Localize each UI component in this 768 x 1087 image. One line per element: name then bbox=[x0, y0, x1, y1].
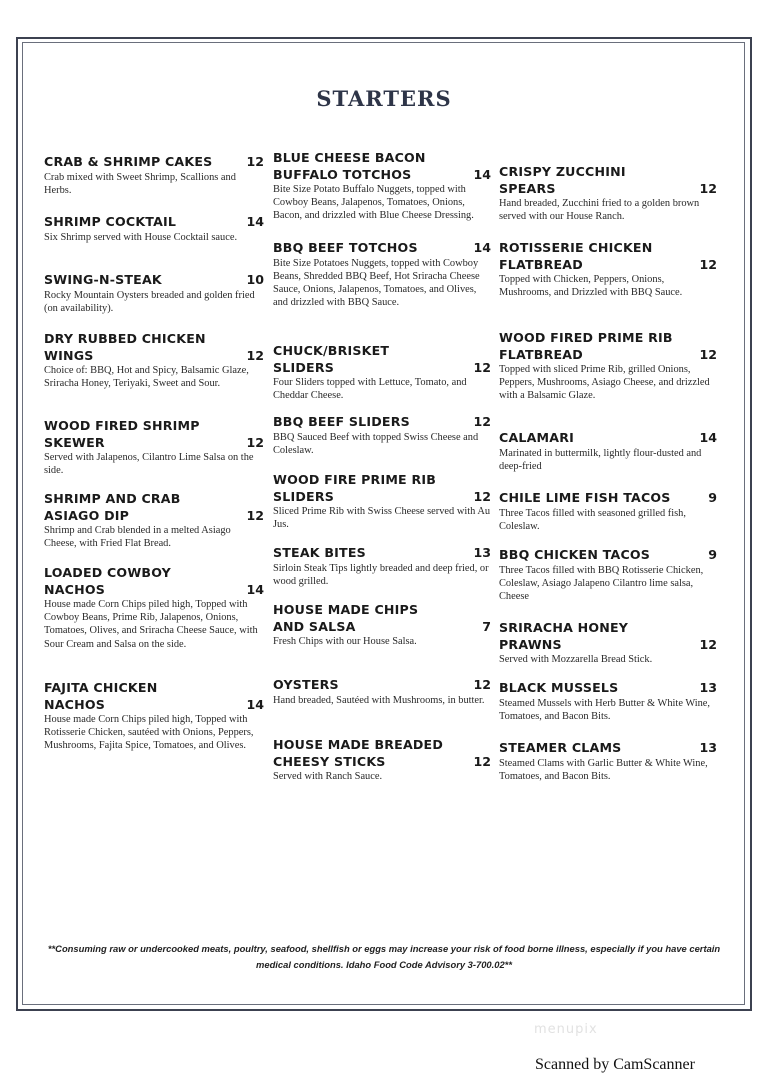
menu-item bbox=[499, 740, 717, 783]
menu-item-description: Rocky Mountain Oysters breaded and golden fried (on availability). bbox=[44, 289, 255, 314]
menu-item-price: 9 bbox=[708, 490, 717, 505]
menu-item-price: 12 bbox=[699, 636, 717, 652]
menu-item-name: CHILE LIME FISH TACOS bbox=[499, 490, 671, 505]
menu-item-price: 7 bbox=[482, 618, 491, 634]
menu-item-name: BLUE CHEESE BACON BUFFALO TOTCHOS bbox=[273, 150, 426, 182]
menu-item bbox=[499, 547, 717, 603]
menu-item-name: HOUSE MADE BREADED CHEESY STICKS bbox=[273, 737, 444, 769]
menu-item-header bbox=[499, 740, 717, 757]
menu-item-header bbox=[273, 602, 491, 635]
menu-item-header bbox=[273, 150, 491, 183]
menu-item-name: ROTISSERIE CHICKEN FLATBREAD bbox=[499, 240, 653, 272]
menu-item-price: 10 bbox=[246, 272, 264, 287]
menu-item-price: 13 bbox=[473, 545, 491, 560]
menu-item-header bbox=[273, 545, 491, 562]
menu-item-name: WOOD FIRED PRIME RIB FLATBREAD bbox=[499, 330, 673, 362]
menu-item bbox=[273, 414, 491, 457]
menu-item-header bbox=[499, 330, 717, 363]
menu-item bbox=[273, 343, 491, 402]
menu-item-description: Three Tacos filled with BBQ Rotisserie Chicken, Coleslaw, Asiago Jalapeno Cilantro lime salsa, Cheese bbox=[499, 564, 704, 602]
menu-item-header bbox=[273, 240, 491, 257]
menu-item-header bbox=[499, 680, 717, 697]
menu-item-name: BBQ BEEF TOTCHOS bbox=[273, 240, 418, 255]
menu-item-description: Hand breaded, Sautéed with Mushrooms, in butter. bbox=[273, 694, 485, 706]
menu-item bbox=[44, 491, 264, 550]
menu-item-description: Served with Mozzarella Bread Stick. bbox=[499, 654, 653, 665]
menu-item-description: Hand breaded, Zucchini fried to a golden brown served with our House Ranch. bbox=[499, 198, 700, 223]
menu-item-price: 12 bbox=[246, 154, 264, 169]
menu-item-price: 12 bbox=[246, 507, 264, 523]
menu-item-price: 12 bbox=[473, 359, 491, 375]
menu-item-description: House made Corn Chips piled high, Topped with Rotisserie Chicken, sautéed with Onions, Peppers, Mushrooms, Fajita Spice, Tomatoes, and Olives. bbox=[44, 714, 254, 752]
menu-item-name: DRY RUBBED CHICKEN WINGS bbox=[44, 331, 206, 363]
menu-item-header bbox=[44, 154, 264, 171]
menu-item-header bbox=[44, 214, 264, 231]
menu-item-price: 9 bbox=[708, 547, 717, 562]
menu-item-name: CHUCK/BRISKET SLIDERS bbox=[273, 343, 390, 375]
menu-item-name: STEAK BITES bbox=[273, 545, 366, 560]
menu-item-description: Crab mixed with Sweet Shrimp, Scallions and Herbs. bbox=[44, 171, 236, 196]
menu-item bbox=[273, 602, 491, 648]
menu-item-price: 12 bbox=[473, 414, 491, 429]
menu-item-header bbox=[44, 680, 264, 713]
menu-item-header bbox=[499, 430, 717, 447]
menu-item-name: OYSTERS bbox=[273, 677, 339, 692]
menu-item-description: Six Shrimp served with House Cocktail sauce. bbox=[44, 231, 238, 243]
menu-item-price: 13 bbox=[699, 740, 717, 755]
menu-item-name: STEAMER CLAMS bbox=[499, 740, 622, 755]
menu-item bbox=[44, 680, 264, 753]
menu-item-name: FAJITA CHICKEN NACHOS bbox=[44, 680, 158, 712]
scanner-credit: Scanned by CamScanner bbox=[535, 1056, 695, 1073]
menu-item bbox=[44, 154, 264, 197]
menu-item bbox=[499, 490, 717, 533]
menu-item-price: 12 bbox=[473, 753, 491, 769]
menu-item bbox=[499, 330, 717, 403]
menu-item-header bbox=[499, 490, 717, 507]
menu-item bbox=[273, 677, 491, 707]
menu-item-name: BLACK MUSSELS bbox=[499, 680, 619, 695]
menu-item-price: 14 bbox=[699, 430, 717, 445]
menu-item-header bbox=[273, 737, 491, 770]
menu-item-name: BBQ BEEF SLIDERS bbox=[273, 414, 410, 429]
menu-item-header bbox=[273, 677, 491, 694]
menu-item-description: Sliced Prime Rib with Swiss Cheese served with Au Jus. bbox=[273, 506, 491, 531]
menu-item bbox=[44, 272, 264, 315]
menu-item-header bbox=[44, 272, 264, 289]
menu-item-name: WOOD FIRE PRIME RIB SLIDERS bbox=[273, 472, 437, 504]
menu-item bbox=[273, 240, 491, 309]
menu-section-title: STARTERS bbox=[316, 86, 452, 111]
menu-item-header bbox=[273, 414, 491, 431]
menu-item bbox=[273, 545, 491, 588]
menu-item-name: LOADED COWBOY NACHOS bbox=[44, 565, 171, 597]
menu-item bbox=[273, 150, 491, 223]
menu-item-description: Steamed Clams with Garlic Butter & White Wine, Tomatoes, and Bacon Bits. bbox=[499, 757, 708, 782]
menu-item-name: SHRIMP AND CRAB ASIAGO DIP bbox=[44, 491, 181, 523]
menu-item-description: Shrimp and Crab blended in a melted Asiago Cheese, with Fried Flat Bread. bbox=[44, 525, 231, 550]
menu-item-name: SWING-N-STEAK bbox=[44, 272, 162, 287]
menu-item-price: 12 bbox=[246, 347, 264, 363]
menu-item-price: 14 bbox=[246, 214, 264, 229]
menu-item bbox=[44, 214, 264, 244]
menu-item-price: 14 bbox=[246, 581, 264, 597]
menu-item-description: Topped with Chicken, Peppers, Onions, Mushrooms, and Drizzled with BBQ Sauce. bbox=[499, 274, 683, 299]
menu-item-price: 12 bbox=[699, 256, 717, 272]
menu-item-description: Four Sliders topped with Lettuce, Tomato, and Cheddar Cheese. bbox=[273, 377, 467, 402]
menu-item-header bbox=[44, 331, 264, 364]
food-safety-disclaimer: **Consuming raw or undercooked meats, poultry, seafood, shellfish or eggs may increase your risk of food borne illness, especially if you have certain medical conditions. Idaho Food Code Advisory 3-700.02** bbox=[47, 943, 721, 970]
menu-item-price: 12 bbox=[699, 346, 717, 362]
menu-item-name: HOUSE MADE CHIPS AND SALSA bbox=[273, 602, 419, 634]
menu-item-header bbox=[499, 164, 717, 197]
menu-item-name: CRISPY ZUCCHINI SPEARS bbox=[499, 164, 626, 196]
menu-item-description: Bite Size Potato Buffalo Nuggets, topped with Cowboy Beans, Jalapenos, Tomatoes, Onions, Bacon, and drizzled with Blue Cheese Dressing. bbox=[273, 184, 474, 222]
menu-item-name: WOOD FIRED SHRIMP SKEWER bbox=[44, 418, 200, 450]
menu-item-description: Marinated in buttermilk, lightly flour-dusted and deep-fried bbox=[499, 447, 702, 472]
menu-item-description: Three Tacos filled with seasoned grilled fish, Coleslaw. bbox=[499, 507, 686, 532]
menu-item-price: 14 bbox=[473, 166, 491, 182]
menu-item bbox=[44, 418, 264, 477]
menu-item-header bbox=[499, 240, 717, 273]
menu-item bbox=[499, 620, 717, 666]
watermark: menupix bbox=[534, 1022, 598, 1037]
menu-item bbox=[499, 680, 717, 723]
menu-item-description: Fresh Chips with our House Salsa. bbox=[273, 636, 417, 647]
menu-item-price: 12 bbox=[473, 488, 491, 504]
menu-item-description: House made Corn Chips piled high, Topped with Cowboy Beans, Prime Rib, Jalapenos, Onions, Tomatoes, Olives, and Sriracha Cheese Sauce, with Sour Cream and Salsa on the side. bbox=[44, 599, 258, 650]
menu-item bbox=[499, 240, 717, 299]
menu-item-price: 12 bbox=[473, 677, 491, 692]
menu-item-header bbox=[44, 418, 264, 451]
menu-item-header bbox=[499, 547, 717, 564]
menu-item-description: Served with Ranch Sauce. bbox=[273, 771, 383, 782]
menu-item-price: 12 bbox=[699, 180, 717, 196]
menu-item-description: BBQ Sauced Beef with topped Swiss Cheese and Coleslaw. bbox=[273, 431, 479, 456]
menu-item-name: SRIRACHA HONEY PRAWNS bbox=[499, 620, 629, 652]
menu-item-description: Served with Jalapenos, Cilantro Lime Salsa on the side. bbox=[44, 452, 254, 477]
menu-item-price: 12 bbox=[246, 434, 264, 450]
menu-item-price: 14 bbox=[246, 696, 264, 712]
menu-item-description: Steamed Mussels with Herb Butter & White Wine, Tomatoes, and Bacon Bits. bbox=[499, 697, 711, 722]
menu-item bbox=[273, 737, 491, 783]
menu-item-header bbox=[44, 491, 264, 524]
menu-item-name: CALAMARI bbox=[499, 430, 575, 445]
menu-item-price: 13 bbox=[699, 680, 717, 695]
menu-item-price: 14 bbox=[473, 240, 491, 255]
menu-item-header bbox=[499, 620, 717, 653]
menu-item bbox=[44, 331, 264, 390]
menu-item-name: BBQ CHICKEN TACOS bbox=[499, 547, 651, 562]
menu-item-description: Choice of: BBQ, Hot and Spicy, Balsamic Glaze, Sriracha Honey, Teriyaki, Sweet and Sour. bbox=[44, 365, 249, 390]
menu-item-header bbox=[44, 565, 264, 598]
menu-item-header bbox=[273, 343, 491, 376]
menu-item-name: SHRIMP COCKTAIL bbox=[44, 214, 177, 229]
menu-item bbox=[499, 430, 717, 473]
menu-item-description: Sirloin Steak Tips lightly breaded and deep fried, or wood grilled. bbox=[273, 562, 489, 587]
menu-item bbox=[499, 164, 717, 223]
menu-item-description: Topped with sliced Prime Rib, grilled Onions, Peppers, Mushrooms, Asiago Cheese, and drizzled with a Balsamic Glaze. bbox=[499, 364, 710, 402]
menu-item-description: Bite Size Potatoes Nuggets, topped with Cowboy Beans, Shredded BBQ Beef, Hot Sriracha Cheese Sauce, Onions, Jalapenos, Tomatoes, and Olives, and drizzled with BBQ Sauce. bbox=[273, 257, 480, 309]
menu-item bbox=[273, 472, 491, 531]
menu-item-header bbox=[273, 472, 491, 505]
menu-item-name: CRAB & SHRIMP CAKES bbox=[44, 154, 213, 169]
menu-item bbox=[44, 565, 264, 651]
